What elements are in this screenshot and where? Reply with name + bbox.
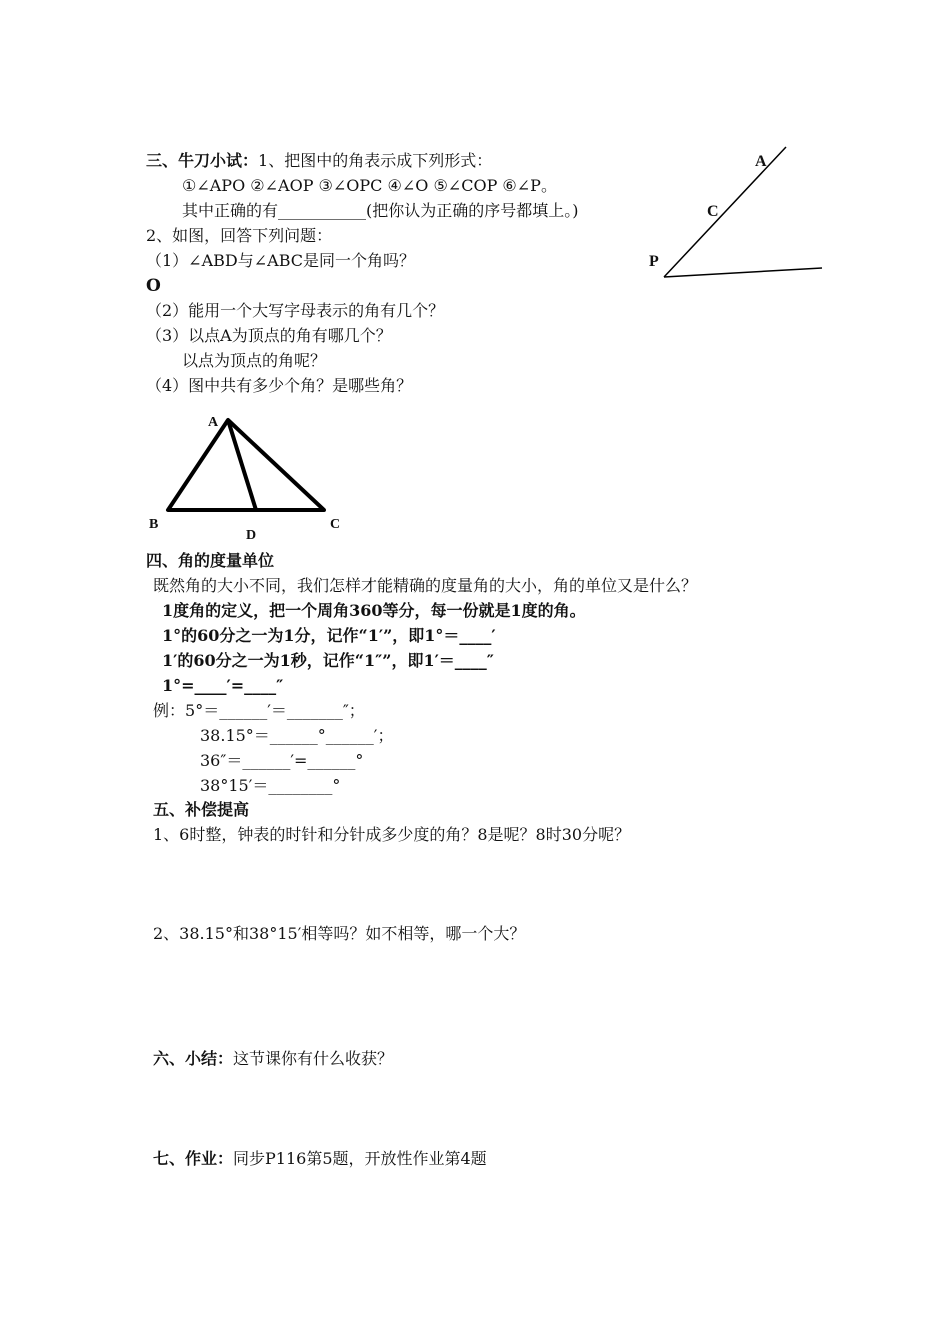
section3-options: ①∠APO ②∠AOP ③∠OPC ④∠O ⑤∠COP ⑥∠P。 xyxy=(182,176,557,195)
section3-q2: 2、如图，回答下列问题： xyxy=(146,226,333,245)
section4-def2: 1°的60分之一为1分，记作“1′”，即1°＝____′ xyxy=(162,626,496,645)
section7-line xyxy=(153,1149,487,1169)
section3-q1: 1、把图中的角表示成下列形式： xyxy=(258,151,493,170)
label-d-fig2: D xyxy=(246,528,257,543)
section3-q2-2: （2）能用一个大写字母表示的角有几个？ xyxy=(146,301,445,320)
label-c-fig1: C xyxy=(707,203,719,220)
label-p-fig1: P xyxy=(649,253,659,270)
label-b-fig2: B xyxy=(149,517,159,532)
section6-heading: 六、小结： xyxy=(153,1049,234,1068)
section4-ex1: 5°＝______′＝_______″； xyxy=(185,701,365,720)
example-label: 例： xyxy=(153,701,186,720)
label-a-fig1: A xyxy=(755,153,767,170)
section4-heading: 四、角的度量单位 xyxy=(146,551,275,570)
section4-def4: 1°=____′=____″ xyxy=(162,676,284,695)
section3-line1 xyxy=(146,151,492,171)
section7-heading: 七、作业： xyxy=(153,1149,234,1168)
section4-def3: 1′的60分之一为1秒，记作“1″”，即1′＝____″ xyxy=(162,651,494,670)
section3-q2-4: （4）图中共有多少个角？是哪些角？ xyxy=(146,376,413,395)
section3-q2-1: （1）∠ABD与∠ABC是同一个角吗？ xyxy=(146,251,415,270)
section4-ex1-line xyxy=(153,701,365,721)
triangle-abc xyxy=(168,420,324,510)
section4-ex2: 38.15°＝______°______′； xyxy=(200,726,394,745)
section4-intro: 既然角的大小不同，我们怎样才能精确的度量角的大小，角的单位又是什么？ xyxy=(153,576,698,595)
section3-q2-3b: 以点为顶点的角呢？ xyxy=(182,351,327,370)
section3-fill: 其中正确的有___________(把你认为正确的序号都填上。) xyxy=(182,201,579,220)
section5-heading: 五、补偿提高 xyxy=(153,800,250,819)
section4-ex4: 38°15′＝________° xyxy=(200,776,341,795)
section6-text: 这节课你有什么收获？ xyxy=(233,1049,394,1068)
section6-line xyxy=(153,1049,393,1069)
label-c-fig2: C xyxy=(330,517,341,532)
label-a-fig2: A xyxy=(208,415,219,430)
section4-ex3: 36″＝______′=______° xyxy=(200,751,364,770)
section7-text: 同步P116第5题，开放性作业第4题 xyxy=(233,1149,487,1168)
section4-def1: 1度角的定义，把一个周角360等分，每一份就是1度的角。 xyxy=(162,601,586,620)
section5-q2: 2、38.15°和38°15′相等吗？如不相等，哪一个大？ xyxy=(153,924,526,943)
section3-q2-3: （3）以点A为顶点的角有哪几个？ xyxy=(146,326,392,345)
section5-q1: 1、6时整，钟表的时针和分针成多少度的角？8是呢？8时30分呢？ xyxy=(153,825,631,844)
section3-heading: 三、牛刀小试： xyxy=(146,151,259,170)
label-o: O xyxy=(146,276,161,296)
